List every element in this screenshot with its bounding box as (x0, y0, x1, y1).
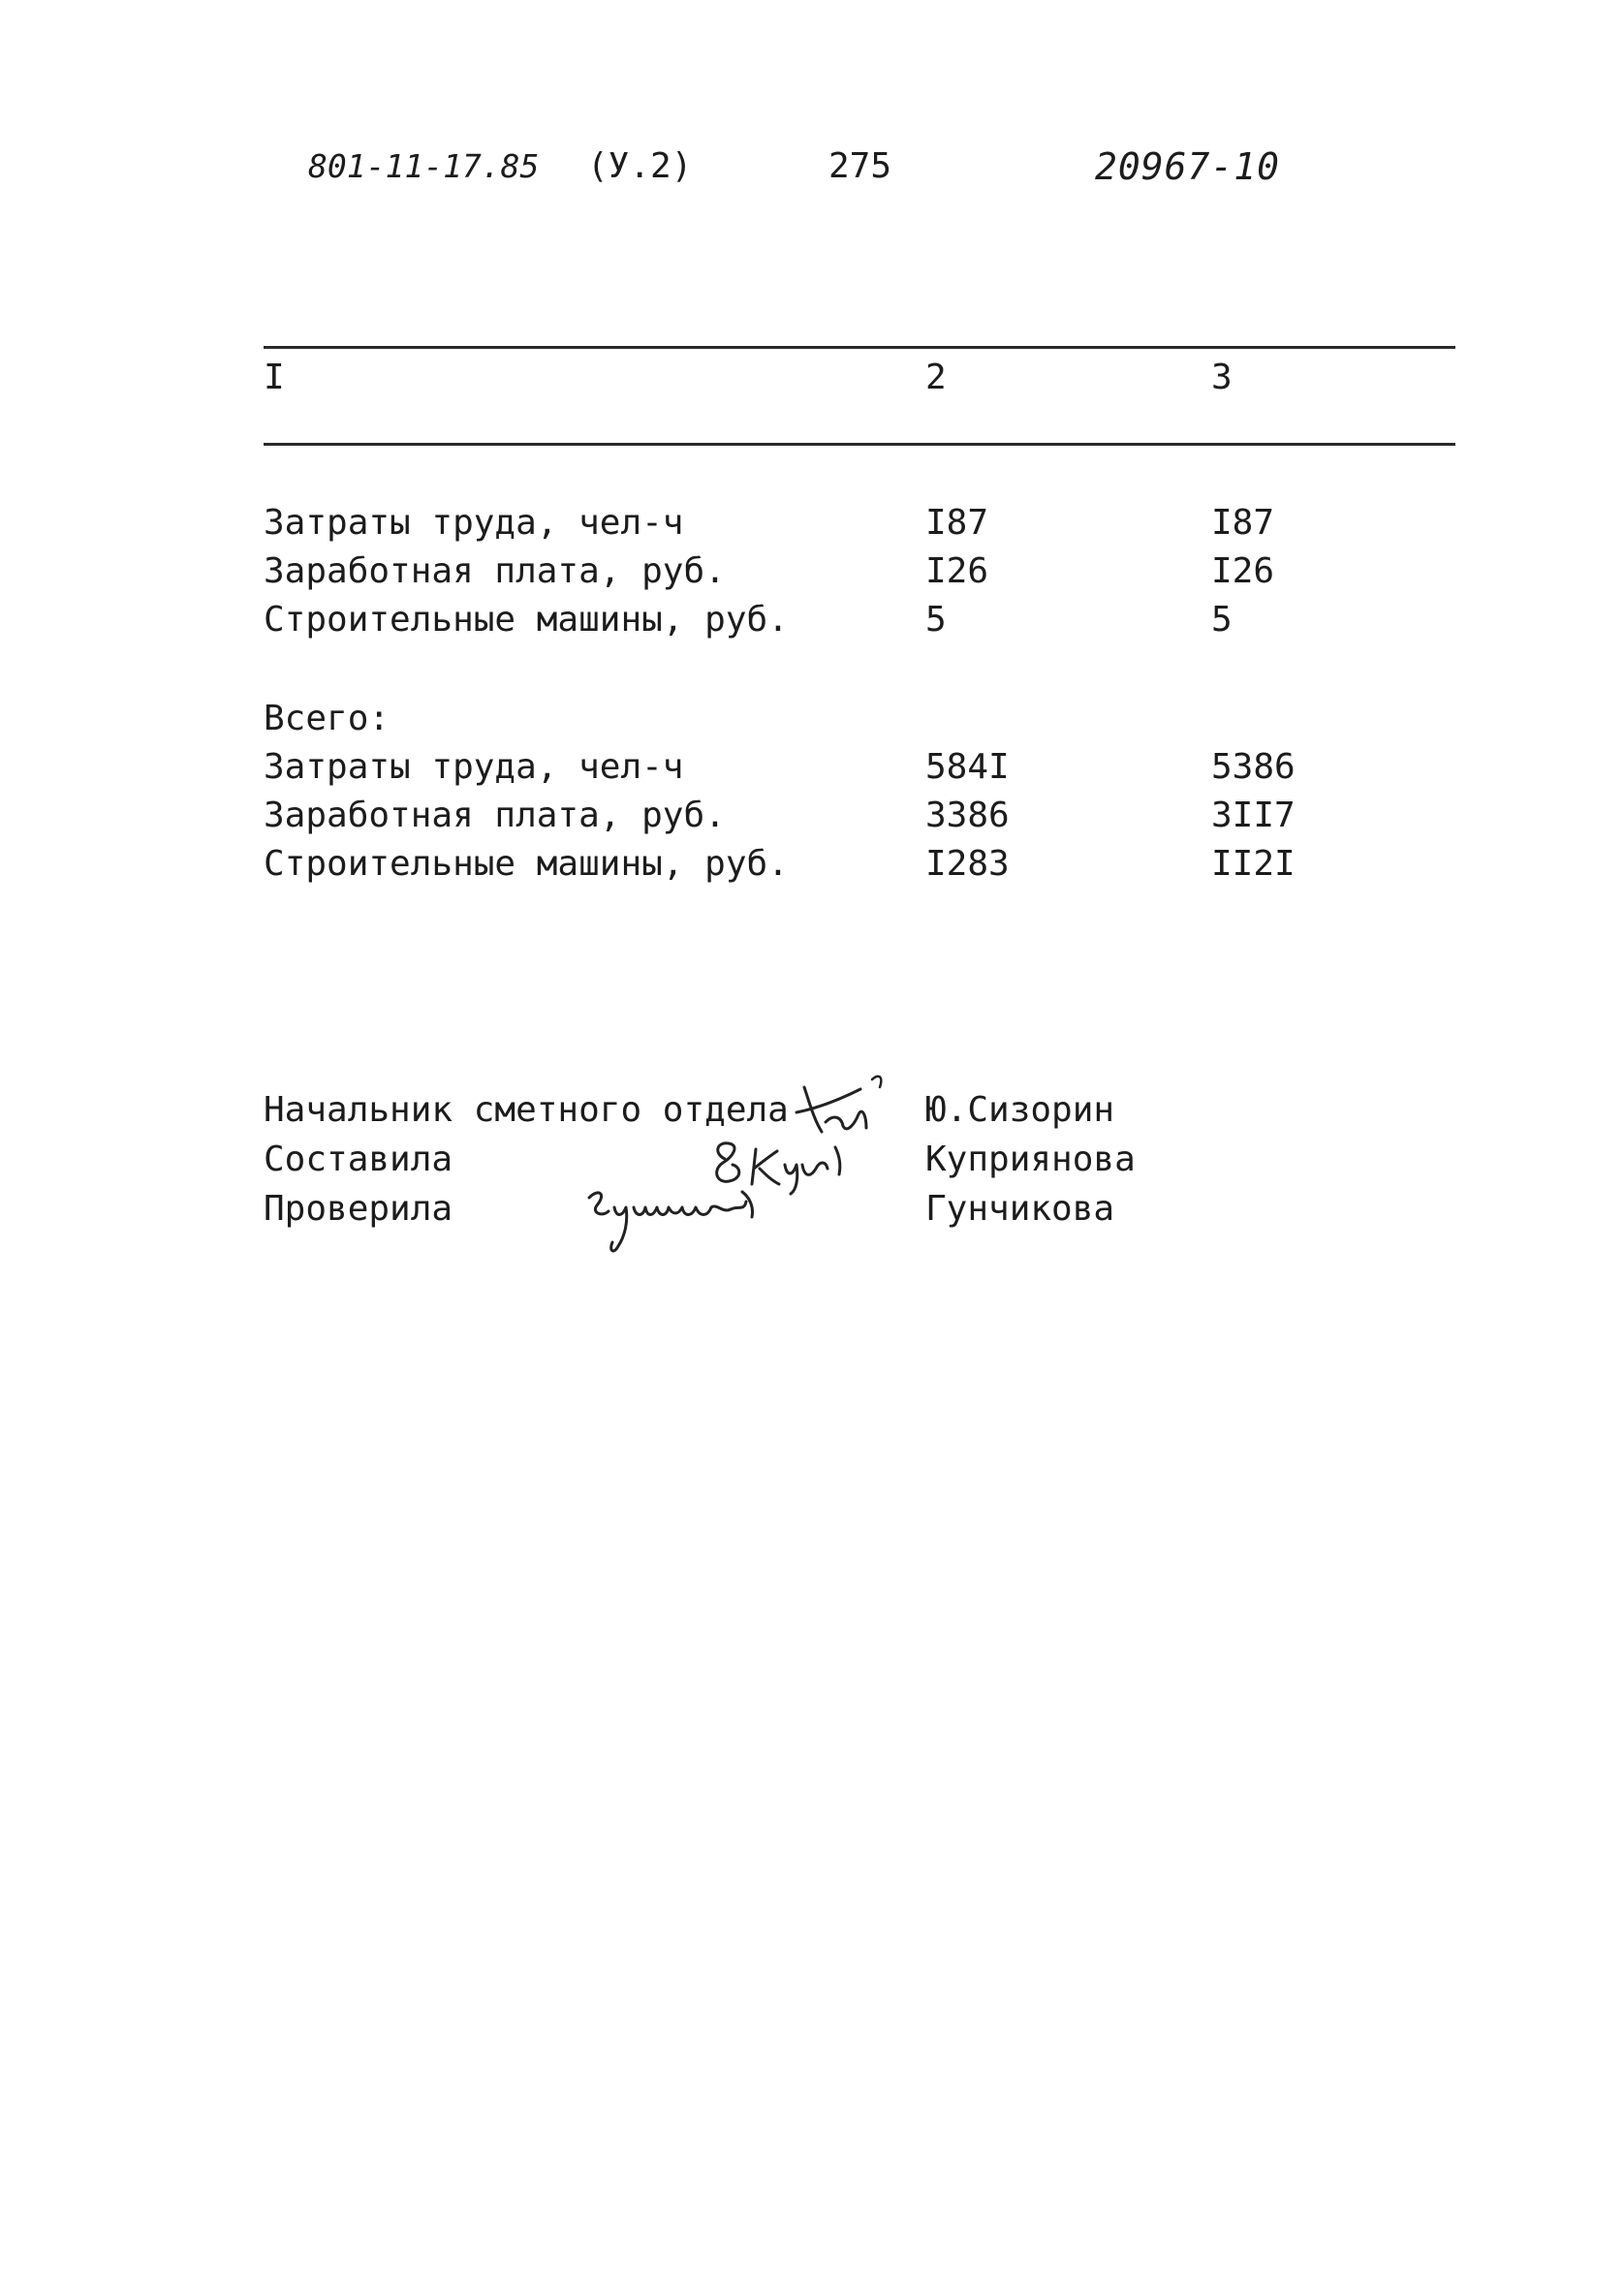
total-row-label: Затраты труда, чел-ч (264, 747, 684, 787)
row-value: I26 (925, 551, 989, 591)
page-number: 275 (828, 146, 892, 186)
row-label: Строительные машины, руб. (264, 600, 789, 640)
total-row-value: 5386 (1211, 747, 1296, 787)
row-value: I87 (1211, 503, 1275, 543)
row-label: Затраты труда, чел-ч (264, 503, 684, 543)
total-row-value: 3386 (925, 796, 1010, 835)
signature-name-checked: Гунчикова (925, 1189, 1115, 1229)
column-header-2: 2 (925, 358, 947, 397)
row-value: 5 (925, 600, 947, 640)
total-row-value: 3II7 (1211, 796, 1296, 835)
column-header-1: I (264, 358, 285, 397)
column-header-3: 3 (1211, 358, 1233, 397)
table-header-rule (264, 443, 1455, 446)
total-row-value: 584I (925, 747, 1010, 787)
table-top-rule (264, 346, 1455, 349)
revision-label: (У.2) (587, 146, 693, 186)
signature-role-head: Начальник сметного отдела (264, 1090, 789, 1130)
signature-name-compiled: Куприянова (925, 1140, 1136, 1179)
total-label: Всего: (264, 699, 390, 738)
total-row-label: Заработная плата, руб. (264, 796, 726, 835)
row-value: I87 (925, 503, 989, 543)
row-label: Заработная плата, руб. (264, 551, 726, 591)
signature-name-head: Ю.Сизорин (925, 1090, 1115, 1130)
total-row-label: Строительные машины, руб. (264, 844, 789, 884)
handwritten-signature-checked (576, 1174, 798, 1262)
total-row-value: II2I (1211, 844, 1296, 884)
signature-role-checked: Проверила (264, 1189, 453, 1229)
document-code: 801-11-17.85 (308, 147, 540, 185)
total-row-value: I283 (925, 844, 1010, 884)
document-number: 20967-10 (1095, 145, 1281, 188)
row-value: 5 (1211, 600, 1233, 640)
signature-role-compiled: Составила (264, 1140, 453, 1179)
row-value: I26 (1211, 551, 1275, 591)
